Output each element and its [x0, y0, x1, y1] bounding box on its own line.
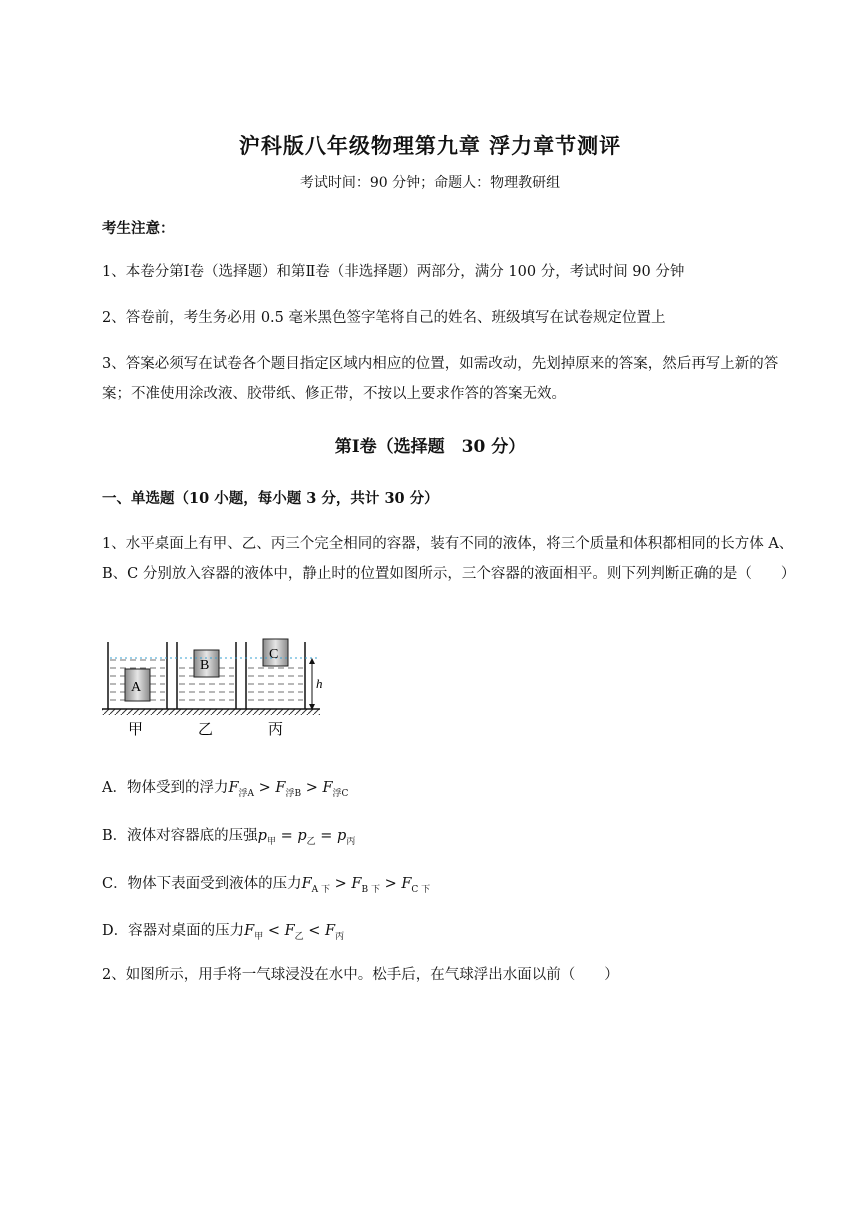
block-c-label: C — [269, 647, 279, 662]
notice-item-1: 1、本卷分第Ⅰ卷（选择题）和第Ⅱ卷（非选择题）两部分，满分 100 分，考试时间 90 分钟 — [102, 264, 685, 280]
option-a-text: A．物体受到的浮力 — [102, 780, 229, 796]
buoyancy-containers-figure — [98, 630, 338, 745]
block-b-label: B — [200, 658, 210, 673]
notice-item-2: 2、答卷前，考生务必用 0.5 毫米黑色签字笔将自己的姓名、班级填写在试卷规定位置上 — [102, 310, 666, 326]
option-a[interactable]: A．物体受到的浮力$F_{浮A} > F_{浮B} > F_{浮C}$ — [102, 780, 349, 799]
option-c-text: C．物体下表面受到液体的压力 — [102, 876, 302, 892]
container-jia — [108, 642, 167, 709]
container-label-bing: 丙 — [268, 720, 284, 738]
ground-hatch — [102, 709, 320, 715]
question-1-text: 1、水平桌面上有甲、乙、丙三个完全相同的容器，装有不同的液体，将三个质量和体积都相同的长方体 A、B、C 分别放入容器的液体中，静止时的位置如图所示，三个容器的液面相平。则下列判断正确的是（ ） — [102, 536, 796, 582]
page-title: 沪科版八年级物理第九章 浮力章节测评 — [238, 133, 622, 158]
section-title: 第Ⅰ卷（选择题 30 分） — [334, 437, 526, 457]
option-d-text: D．容器对桌面的压力 — [102, 923, 245, 939]
question-2-text: 2、如图所示，用手将一气球浸没在水中。松手后，在气球浮出水面以前（ ） — [102, 967, 619, 983]
notice-heading: 考生注意： — [102, 220, 175, 237]
height-label: h — [316, 676, 323, 691]
notice-item-3: 3、答案必须写在试卷各个题目指定区域内相应的位置，如需改动，先划掉原来的答案，然后再写上新的答案；不准使用涂改液、胶带纸、修正带，不按以上要求作答的答案无效。 — [102, 356, 779, 402]
block-a-label: A — [131, 680, 142, 695]
container-yi — [177, 642, 236, 709]
option-b-text: B．液体对容器底的压强 — [102, 828, 258, 844]
option-b[interactable]: B．液体对容器底的压强$p_甲 = p_乙 = p_丙$ — [102, 828, 356, 847]
option-c[interactable]: C．物体下表面受到液体的压力$F_{A 下} > F_{B 下} > F_{C 下}$ — [102, 876, 431, 895]
exam-subtitle: 考试时间：90 分钟；命题人：物理教研组 — [299, 175, 561, 191]
option-d[interactable]: D．容器对桌面的压力$F_甲 < F_乙 < F_丙$ — [102, 923, 345, 942]
container-label-yi: 乙 — [198, 720, 214, 738]
container-label-jia: 甲 — [128, 720, 144, 738]
height-dimension — [309, 658, 315, 710]
part-heading: 一、单选题（10 小题，每小题 3 分，共计 30 分） — [102, 490, 439, 507]
